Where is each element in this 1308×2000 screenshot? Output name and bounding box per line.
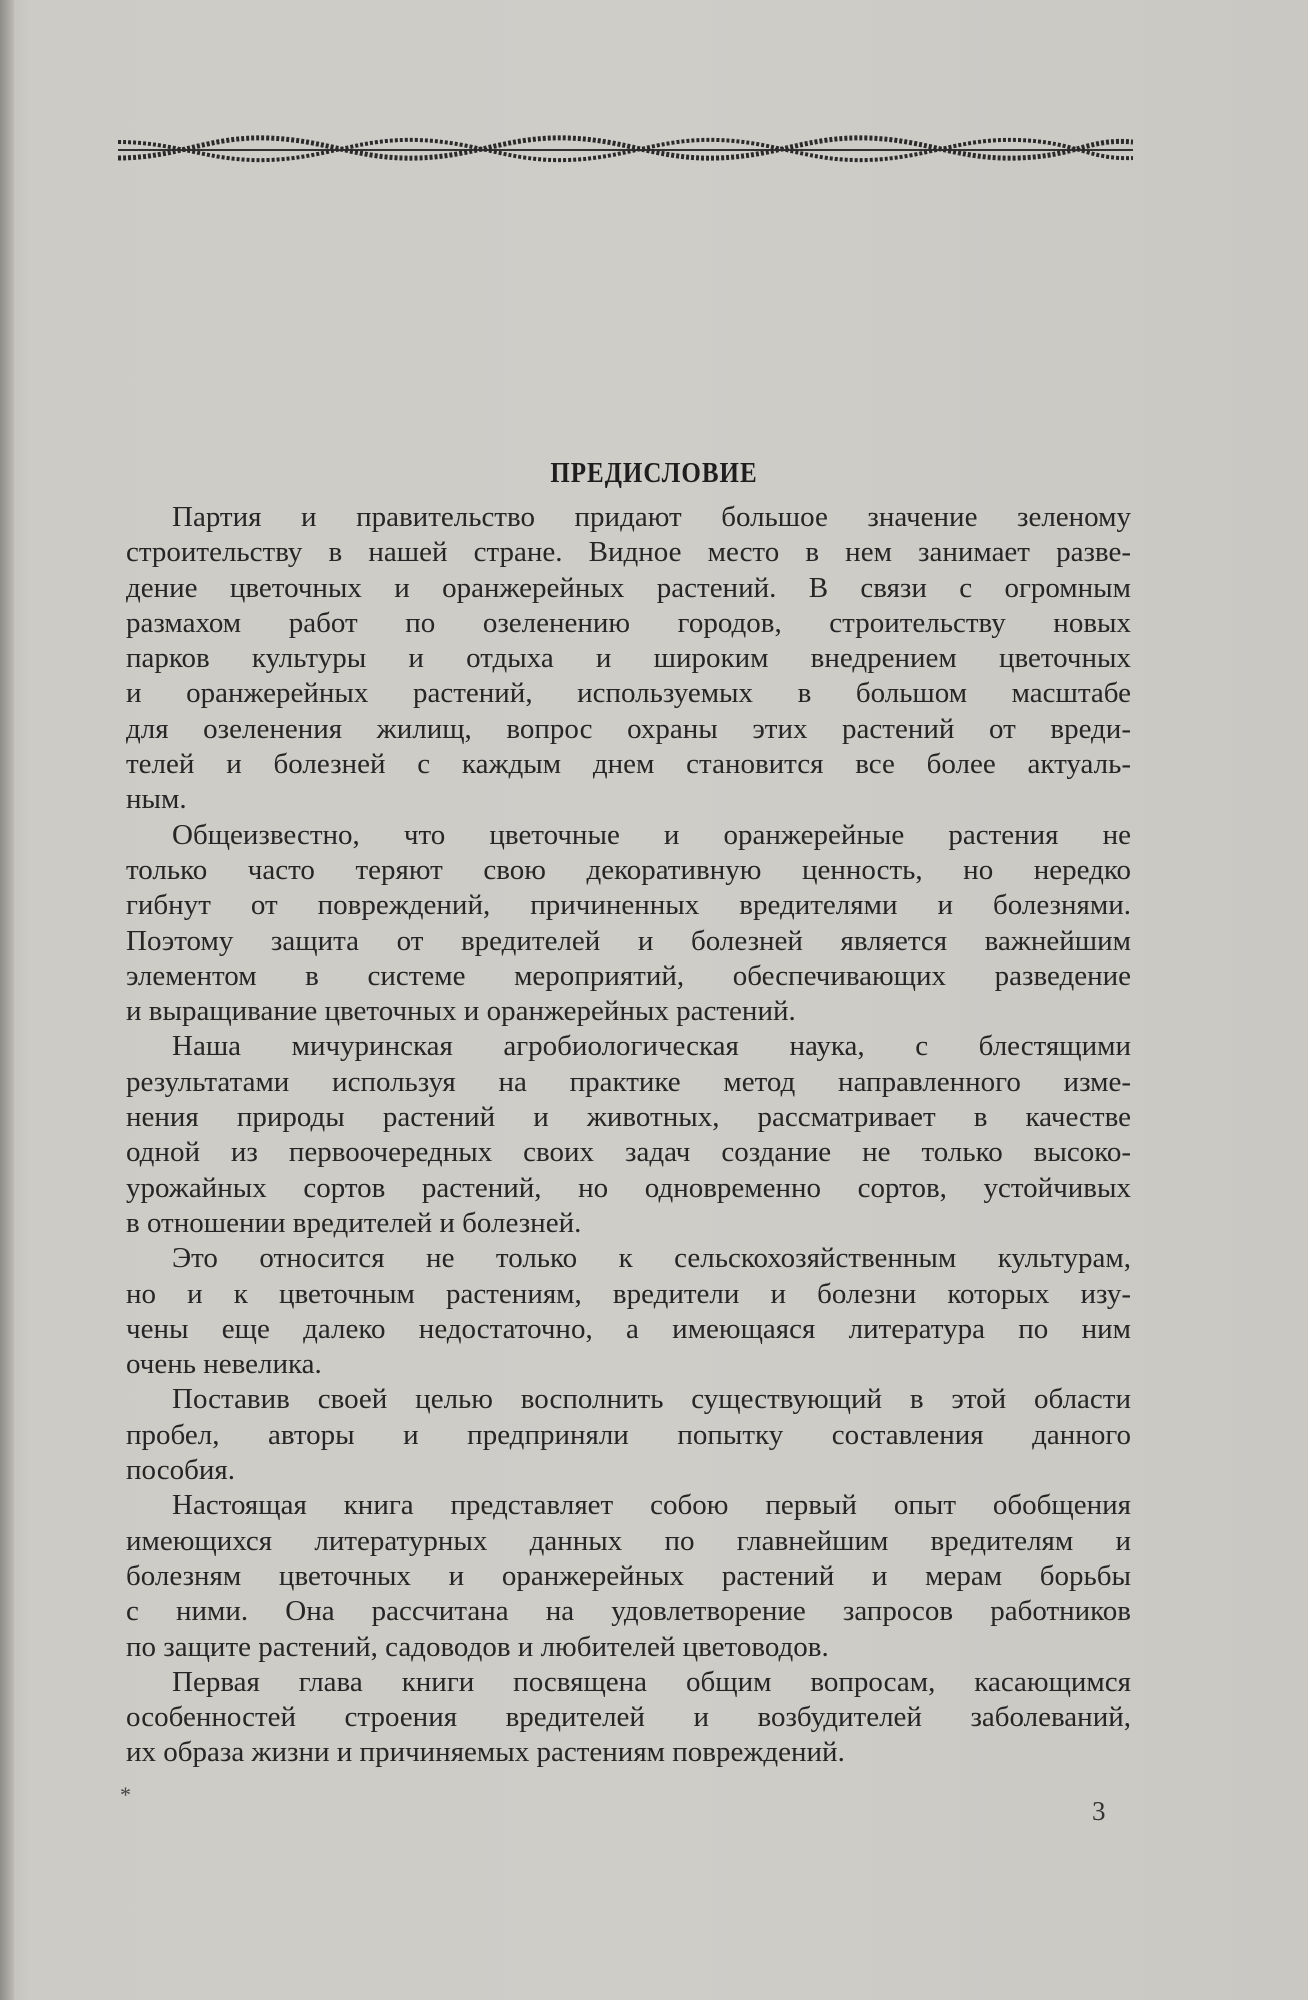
paragraph: [126, 1382, 1131, 1488]
text-line: парков культуры и отдыха и широким внедрением цветочных: [126, 642, 1131, 675]
text-line: телей и болезней с каждым днем становится все более актуаль-: [126, 748, 1131, 781]
text-line: Наша мичуринская агробиологическая наука, с блестящими: [172, 1030, 1131, 1063]
paragraph: [126, 818, 1131, 1030]
text-line: пособия.: [126, 1454, 235, 1487]
text-line: Партия и правительство придают большое значение зеленому: [172, 501, 1131, 533]
text-line: пробел, авторы и предприняли попытку составления данного: [126, 1418, 1131, 1451]
page-title: ПРЕДИСЛОВИЕ: [550, 457, 758, 489]
text-line: одной из первоочередных своих задач создание не только высоко-: [126, 1136, 1131, 1169]
paragraph: [126, 1241, 1131, 1382]
text-line: размахом работ по озеленению городов, строительству новых: [126, 606, 1131, 639]
text-line: но и к цветочным растениям, вредители и болезни которых изу-: [126, 1277, 1131, 1310]
text-line: дение цветочных и оранжерейных растений. В связи с огромным: [126, 571, 1131, 604]
footnote-mark: *: [120, 1782, 131, 1807]
text-line: результатами используя на практике метод направленного изме-: [126, 1065, 1131, 1098]
text-line: и оранжерейных растений, используемых в большом масштабе: [126, 677, 1131, 710]
text-line: Поэтому защита от вредителей и болезней является важнейшим: [126, 924, 1131, 957]
text-line: с ними. Она рассчитана на удовлетворение запросов работников: [126, 1595, 1131, 1628]
paragraph: [126, 500, 1131, 818]
text-line: и выращивание цветочных и оранжерейных растений.: [126, 995, 796, 1028]
text-line: урожайных сортов растений, но одновременно сортов, устойчивых: [126, 1171, 1131, 1204]
text-line: ным.: [126, 783, 187, 816]
paragraph: [126, 1665, 1131, 1771]
text-line: особенностей строения вредителей и возбудителей заболеваний,: [126, 1701, 1131, 1734]
text-line: Это относится не только к сельскохозяйственным культурам,: [172, 1242, 1131, 1275]
text-line: для озеленения жилищ, вопрос охраны этих растений от вреди-: [126, 712, 1131, 745]
text-line: по защите растений, садоводов и любителей цветоводов.: [126, 1630, 829, 1663]
text-line: гибнут от повреждений, причиненных вредителями и болезнями.: [126, 889, 1131, 922]
text-line: в отношении вредителей и болезней.: [126, 1206, 582, 1239]
paragraph: [126, 1029, 1131, 1241]
text-line: Настоящая книга представляет собою первый опыт обобщения: [172, 1489, 1131, 1522]
book-spine-edge: [0, 0, 14, 2000]
page-number: 3: [1092, 1796, 1106, 1826]
text-line: Общеизвестно, что цветочные и оранжерейные растения не: [172, 818, 1131, 851]
text-line: только часто теряют свою декоративную ценность, но нередко: [126, 853, 1131, 886]
text-line: строительству в нашей стране. Видное место в нем занимает разве-: [126, 536, 1131, 569]
text-line: очень невелика.: [126, 1348, 322, 1381]
text-line: нения природы растений и животных, рассматривает в качестве: [126, 1101, 1131, 1134]
text-line: элементом в системе мероприятий, обеспечивающих разведение: [126, 959, 1131, 992]
preface-body: [126, 500, 1131, 1771]
paragraph: [126, 1488, 1131, 1664]
text-line: имеющихся литературных данных по главнейшим вредителям и: [126, 1524, 1131, 1557]
text-line: Поставив своей целью восполнить существующий в этой области: [172, 1383, 1131, 1416]
text-line: их образа жизни и причиняемых растениям повреждений.: [126, 1736, 845, 1769]
text-line: Первая глава книги посвящена общим вопросам, касающимся: [172, 1665, 1131, 1698]
text-line: чены еще далеко недостаточно, а имеющаяся литература по ним: [126, 1312, 1131, 1345]
twisted-rope-ornament: [118, 128, 1133, 172]
text-line: болезням цветочных и оранжерейных растений и мерам борьбы: [126, 1559, 1131, 1592]
